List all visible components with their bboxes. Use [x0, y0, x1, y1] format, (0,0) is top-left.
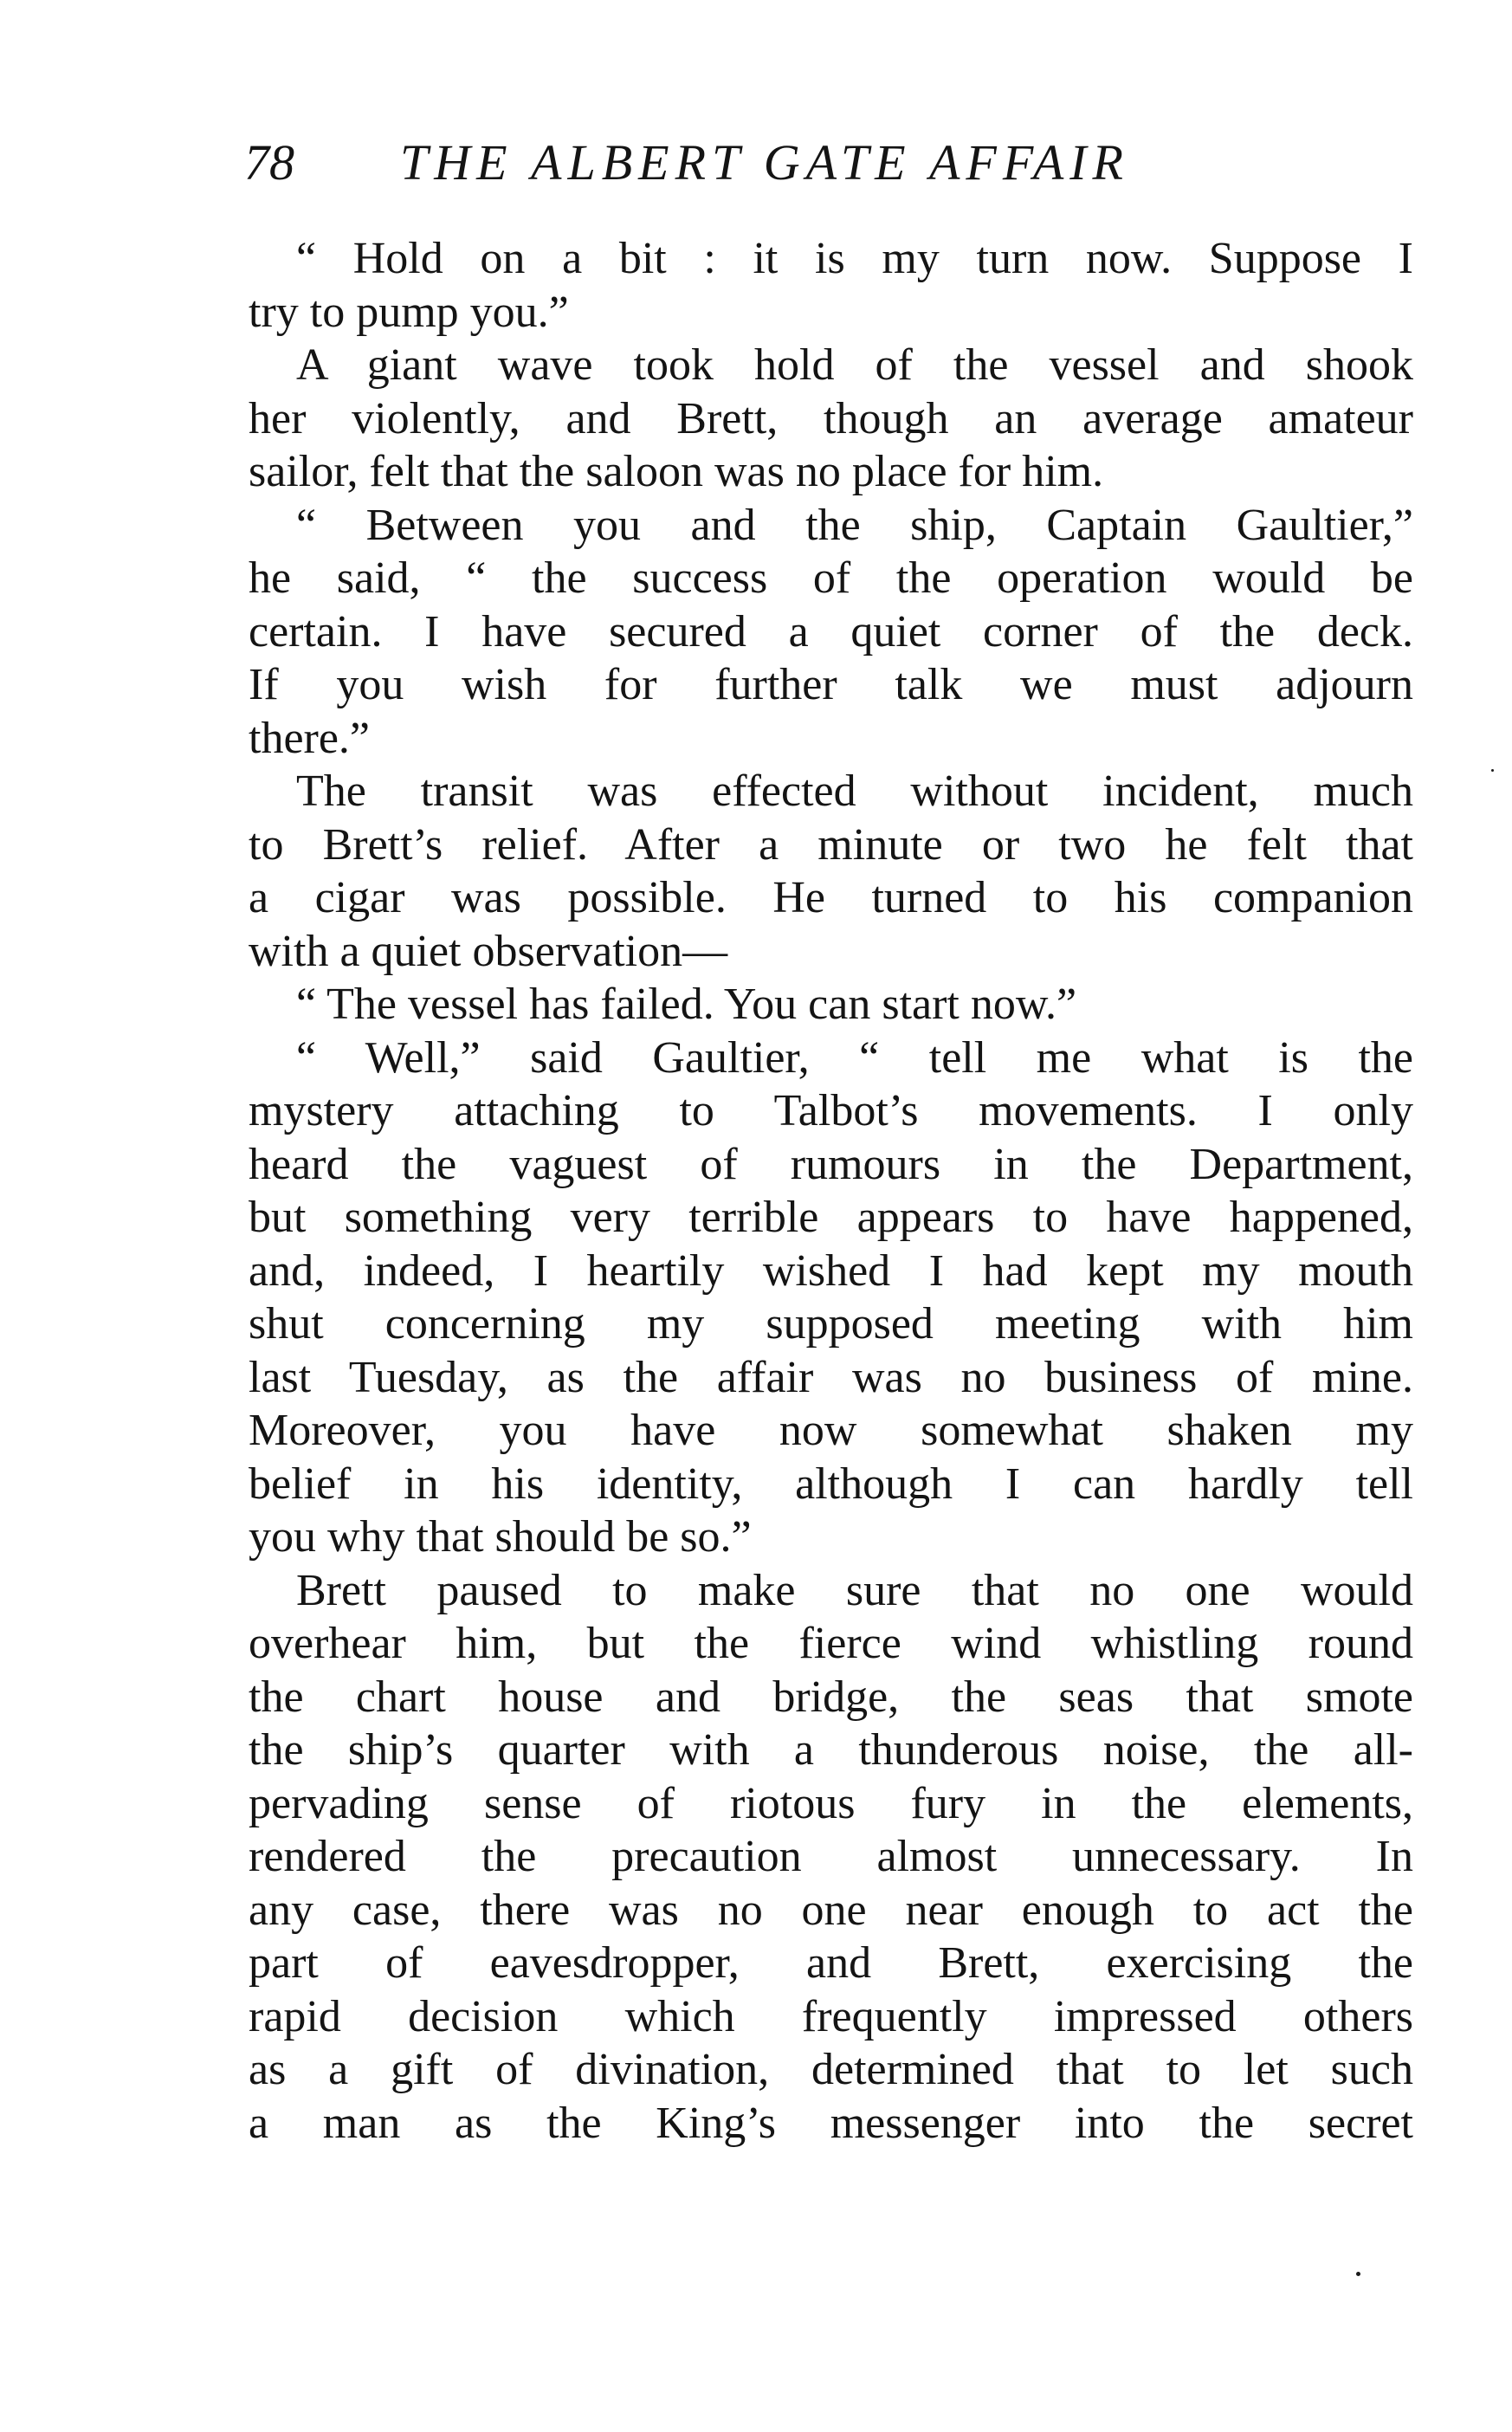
text-line: pervading sense of riotous fury in the elements,	[249, 1778, 1413, 1828]
text-line: heard the vaguest of rumours in the Department,	[249, 1139, 1413, 1189]
text-line: sailor, felt that the saloon was no place for him.	[249, 447, 1104, 496]
running-head	[244, 128, 1439, 197]
text-line: The transit was effected without incident, much	[296, 766, 1413, 816]
text-line: as a gift of divination, determined that to let such	[249, 2045, 1413, 2094]
text-line: rendered the precaution almost unnecessary. In	[249, 1832, 1413, 1881]
text-line: Brett paused to make sure that no one would	[296, 1565, 1413, 1615]
text-line: shut concerning my supposed meeting with him	[249, 1299, 1413, 1349]
text-line: “ Hold on a bit : it is my turn now. Suppose I	[296, 234, 1413, 283]
text-line: “ Between you and the ship, Captain Gaultier,”	[296, 500, 1413, 550]
body-text	[249, 232, 1413, 2150]
text-line: mystery attaching to Talbot’s movements. I only	[249, 1086, 1413, 1135]
text-line: a man as the King’s messenger into the secret	[249, 2098, 1413, 2148]
text-line: there.”	[249, 713, 371, 763]
text-line: but something very terrible appears to have happened,	[249, 1193, 1413, 1242]
text-line: with a quiet observation—	[249, 926, 728, 976]
running-title: THE ALBERT GATE AFFAIR	[400, 134, 1129, 191]
text-line: try to pump you.”	[249, 287, 569, 337]
text-line: belief in his identity, although I can hardly tell	[249, 1459, 1413, 1509]
text-line: certain. I have secured a quiet corner of the deck.	[249, 606, 1413, 657]
text-line: If you wish for further talk we must adjourn	[249, 660, 1413, 709]
text-line: the chart house and bridge, the seas that smote	[249, 1672, 1413, 1722]
ink-speck	[1356, 2272, 1360, 2276]
text-line: last Tuesday, as the affair was no business of mine.	[249, 1352, 1413, 1402]
ink-speck	[1491, 769, 1494, 772]
text-line: the ship’s quarter with a thunderous noise, the all-	[249, 1725, 1413, 1775]
text-line: rapid decision which frequently impressed others	[249, 1991, 1413, 2041]
text-line: you why that should be so.”	[249, 1512, 752, 1562]
text-line: any case, there was no one near enough to act the	[249, 1885, 1413, 1935]
text-line: A giant wave took hold of the vessel and shook	[296, 340, 1413, 390]
text-line: he said, “ the success of the operation would be	[249, 553, 1413, 603]
text-line: her violently, and Brett, though an average amateur	[249, 393, 1413, 443]
text-line: a cigar was possible. He turned to his companion	[249, 873, 1413, 922]
text-line: to Brett’s relief. After a minute or two he felt that	[249, 819, 1413, 870]
text-line: and, indeed, I heartily wished I had kept my mouth	[249, 1245, 1413, 1296]
page-number: 78	[244, 134, 294, 191]
text-line: overhear him, but the fierce wind whistling round	[249, 1619, 1413, 1668]
text-line: part of eavesdropper, and Brett, exercising the	[249, 1938, 1413, 1988]
text-line: “ The vessel has failed. You can start now.”	[296, 980, 1077, 1029]
text-line: Moreover, you have now somewhat shaken my	[249, 1406, 1413, 1455]
text-line: “ Well,” said Gaultier, “ tell me what is the	[296, 1032, 1413, 1083]
